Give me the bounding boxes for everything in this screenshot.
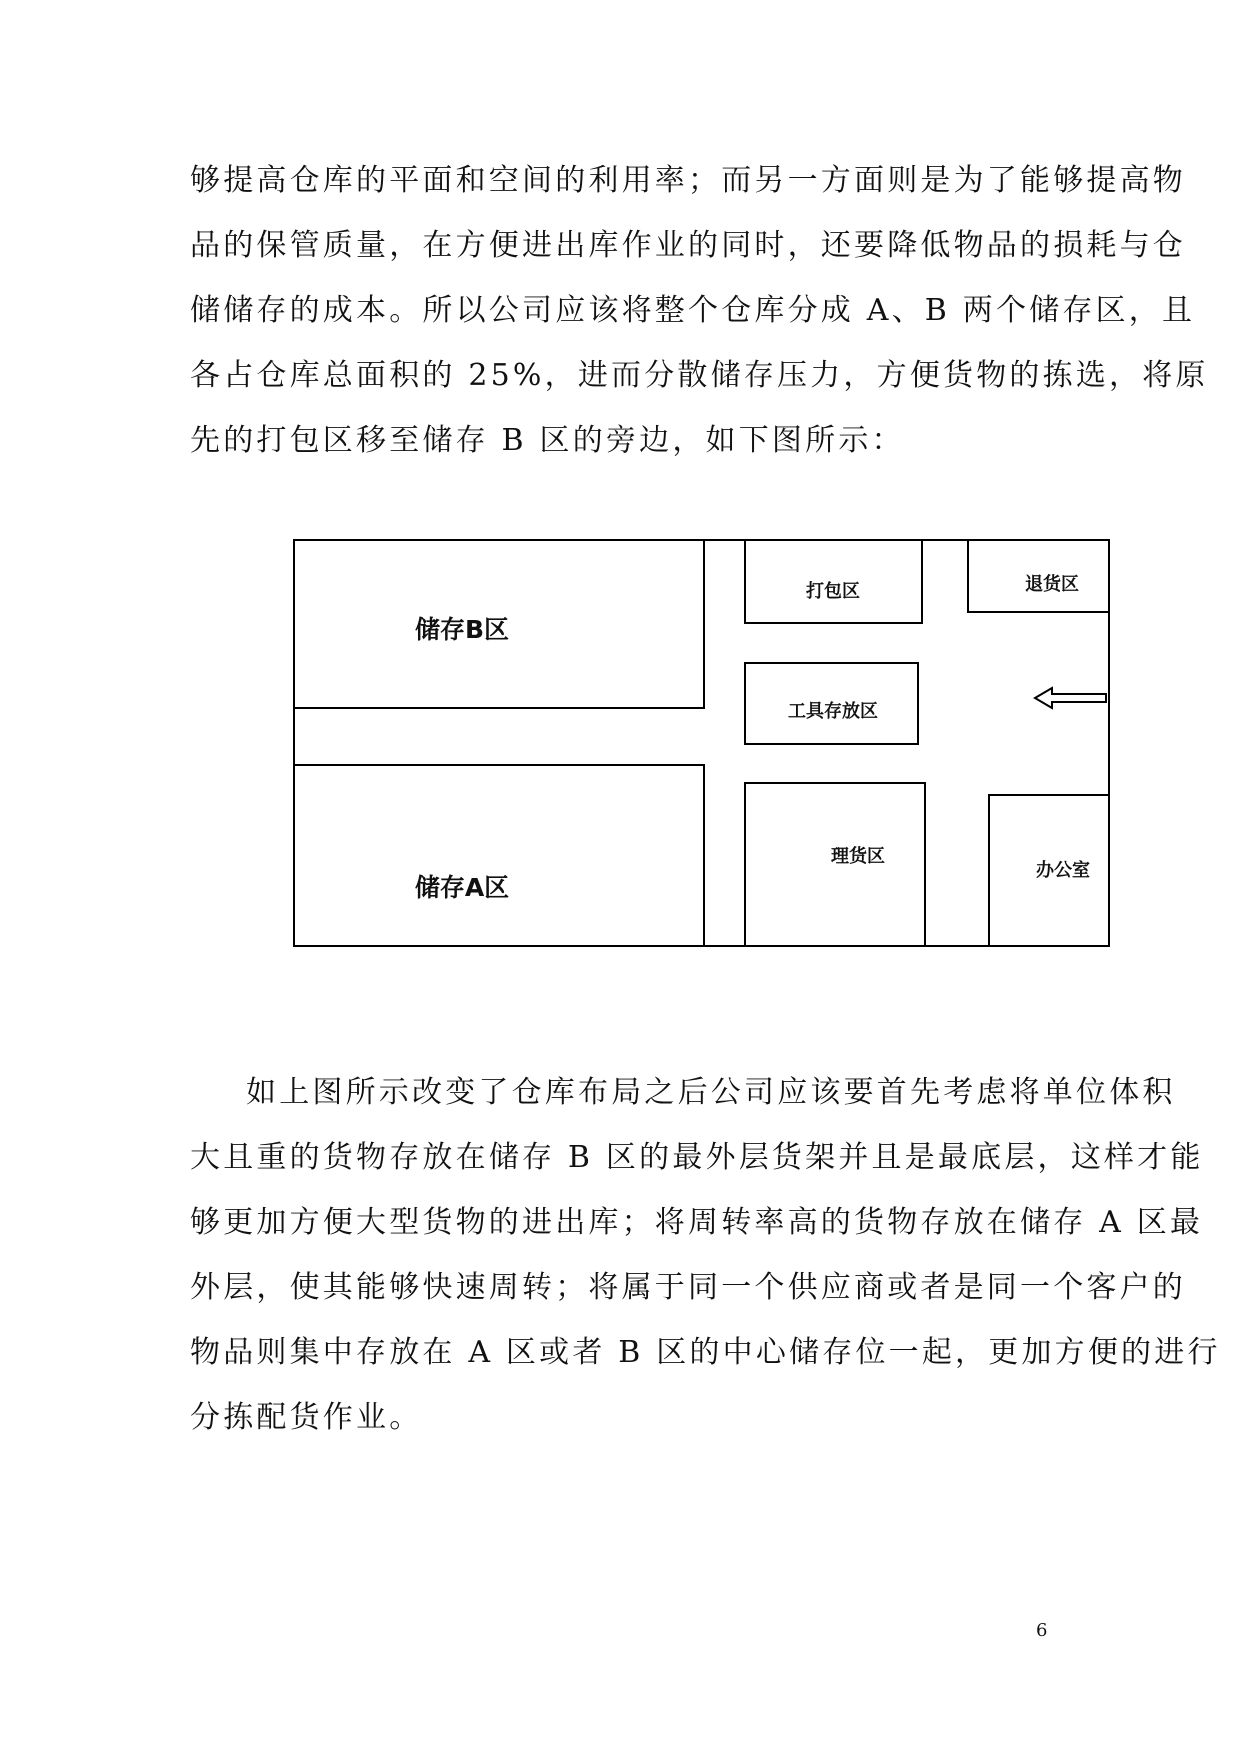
text-line: 各占仓库总面积的 25%，进而分散储存压力，方便货物的拣选，将原: [190, 358, 1209, 393]
text-line: 够更加方便大型货物的进出库；将周转率高的货物存放在储存 A 区最: [190, 1205, 1204, 1240]
zone-office-label: 办公室: [1036, 860, 1090, 881]
text-line: 大且重的货物存放在储存 B 区的最外层货架并且是最底层，这样才能: [190, 1140, 1204, 1175]
text-line: 先的打包区移至储存 B 区的旁边，如下图所示：: [190, 423, 905, 458]
text-line: 分拣配货作业。: [190, 1400, 423, 1435]
zone-storage-b-label: 储存B区: [414, 615, 510, 644]
text-line: 储储存的成本。所以公司应该将整个仓库分成 A、B 两个储存区，且: [190, 293, 1196, 328]
paragraph-bottom: [190, 1060, 1221, 1450]
page-number: 6: [1036, 1620, 1048, 1641]
zone-tool-storage-label: 工具存放区: [788, 701, 878, 722]
text-line: 够提高仓库的平面和空间的利用率；而另一方面则是为了能够提高物: [190, 163, 1186, 198]
zone-returns-label: 退货区: [1025, 574, 1079, 595]
text-line: 外层，使其能够快速周转；将属于同一个供应商或者是同一个客户的: [190, 1270, 1186, 1305]
zone-storage-a: [294, 765, 704, 946]
text-line: 品的保管质量，在方便进出库作业的同时，还要降低物品的损耗与仓: [190, 228, 1186, 263]
zone-packing-label: 打包区: [806, 581, 860, 602]
zone-storage-a-label: 储存A区: [414, 873, 510, 902]
text-line: 如上图所示改变了仓库布局之后公司应该要首先考虑将单位体积: [246, 1075, 1176, 1110]
left-arrow-icon: [1035, 688, 1106, 708]
zone-sorting-label: 理货区: [831, 846, 885, 867]
text-line: 物品则集中存放在 A 区或者 B 区的中心储存位一起，更加方便的进行: [190, 1335, 1221, 1370]
